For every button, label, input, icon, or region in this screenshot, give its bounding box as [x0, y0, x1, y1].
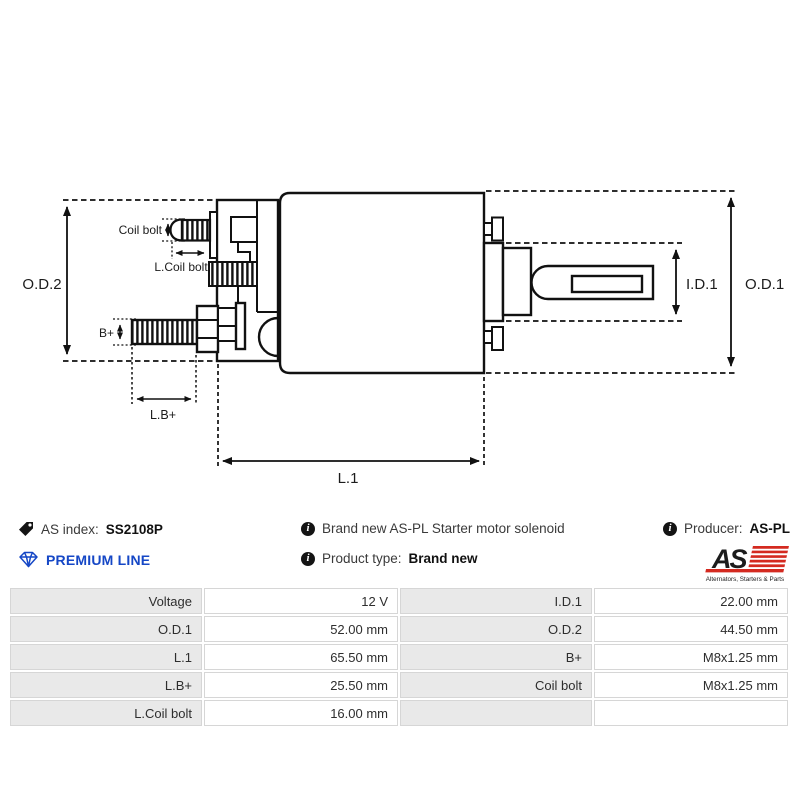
spec-value: 52.00 mm — [204, 616, 398, 642]
producer-label: Producer: — [683, 521, 743, 536]
spec-value: 22.00 mm — [594, 588, 788, 614]
producer-value: AS-PL — [749, 521, 790, 536]
spec-table — [10, 588, 790, 726]
spec-label: L.1 — [10, 644, 202, 670]
spec-label: Voltage — [10, 588, 202, 614]
spec-value: M8x1.25 mm — [594, 672, 788, 698]
spec-label: L.Coil bolt — [10, 700, 202, 726]
spec-value: 12 V — [204, 588, 398, 614]
spec-value — [594, 700, 788, 726]
spec-label: O.D.2 — [400, 616, 592, 642]
plunger-assembly — [484, 243, 653, 321]
spec-label: L.B+ — [10, 672, 202, 698]
tag-icon — [18, 521, 34, 537]
producer-row — [663, 521, 790, 536]
spec-label: B+ — [400, 644, 592, 670]
info-icon: i — [663, 522, 677, 536]
l1-label: L.1 — [337, 470, 359, 487]
info-icon: i — [301, 552, 315, 566]
spec-value: M8x1.25 mm — [594, 644, 788, 670]
as-index-row — [18, 521, 163, 537]
od1-label: O.D.1 — [745, 276, 785, 293]
info-icon: i — [301, 522, 315, 536]
solenoid-body — [280, 193, 484, 373]
dim-l1 — [218, 364, 484, 487]
premium-line-row — [18, 551, 150, 568]
product-description: Brand new AS-PL Starter motor solenoid — [322, 521, 565, 536]
logo-text: AS — [712, 544, 746, 574]
as-index-value: SS2108P — [105, 521, 163, 537]
spec-value: 16.00 mm — [204, 700, 398, 726]
spec-value: 65.50 mm — [204, 644, 398, 670]
l-coil-bolt-label: L.Coil bolt — [154, 260, 208, 274]
lb-plus-label: L.B+ — [149, 408, 177, 422]
dim-lb-plus — [132, 347, 196, 422]
product-type-label: Product type: — [322, 551, 402, 566]
spec-value: 25.50 mm — [204, 672, 398, 698]
b-plus-label: B+ — [98, 326, 114, 340]
brand-logo — [698, 541, 790, 583]
spec-label: Coil bolt — [400, 672, 592, 698]
product-type-row — [301, 551, 478, 566]
od2-label: O.D.2 — [22, 276, 62, 293]
premium-line-badge: PREMIUM LINE — [46, 551, 151, 568]
coil-bolt-label: Coil bolt — [118, 223, 162, 237]
product-type-value: Brand new — [408, 551, 478, 566]
as-index-label: AS index: — [41, 521, 99, 537]
id1-label: I.D.1 — [686, 276, 718, 293]
spec-label: I.D.1 — [400, 588, 592, 614]
coil-bolt-stud — [119, 219, 210, 274]
spec-label — [400, 700, 592, 726]
diamond-icon — [18, 551, 39, 568]
description-row — [301, 521, 565, 536]
spec-label: O.D.1 — [10, 616, 202, 642]
as-pl-logo-icon — [698, 541, 790, 583]
spec-value: 44.50 mm — [594, 616, 788, 642]
logo-tagline: Alternators, Starters & Parts — [705, 576, 785, 583]
